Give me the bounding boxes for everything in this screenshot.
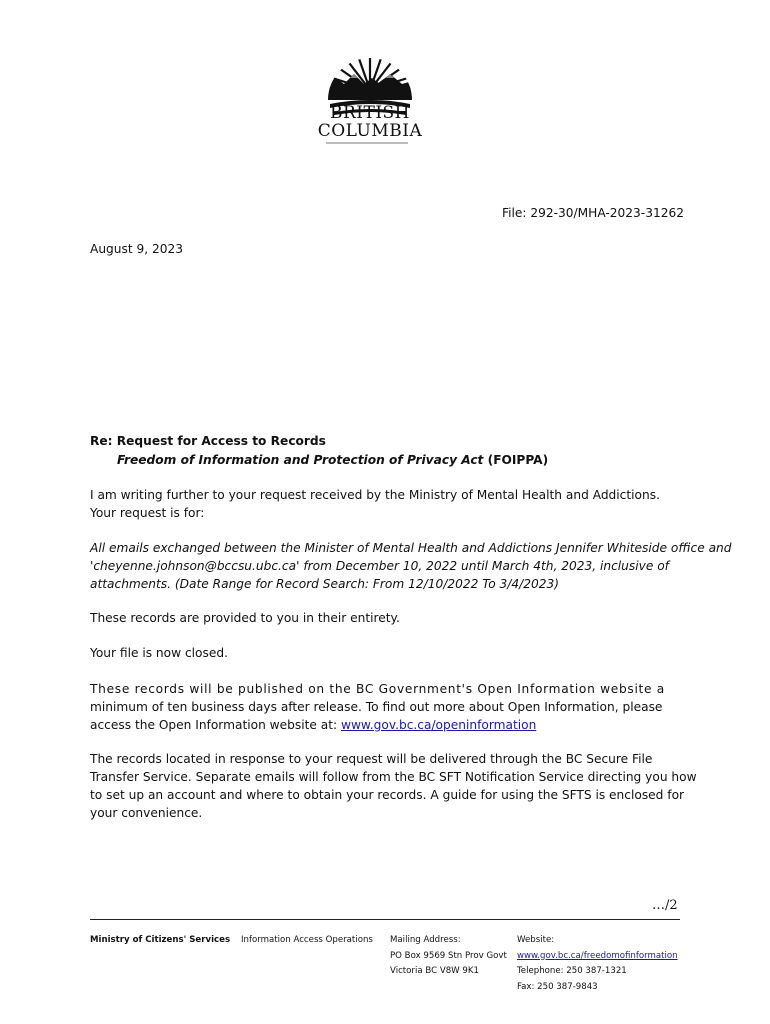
footer-mailing-address <box>390 933 507 980</box>
footer-ministry: Ministry of Citizens' Services <box>90 935 231 945</box>
website-label: Website: <box>517 935 555 945</box>
mailing-line: PO Box 9569 Stn Prov Govt <box>390 950 507 961</box>
logo-underline <box>326 142 408 144</box>
mailing-label: Mailing Address: <box>390 935 461 945</box>
text-line: All emails exchanged between the Minister of Mental Health and Addictions Jennifer Whiteside office and <box>90 541 732 555</box>
paragraph-file-closed: Your file is now closed. <box>90 646 228 660</box>
mailing-line: Victoria BC V8W 9K1 <box>390 966 479 976</box>
page-number: …/2 <box>652 898 678 913</box>
subject-line: Re: Request for Access to Records <box>90 434 326 448</box>
act-acronym: (FOIPPA) <box>483 453 549 467</box>
act-title-italic: Freedom of Information and Protection of Privacy Act <box>117 453 484 467</box>
text-line: your convenience. <box>90 806 203 820</box>
text-line: I am writing further to your request received by the Ministry of Mental Health and Addictions. <box>90 488 660 502</box>
text-line: to set up an account and where to obtain your records. A guide for using the SFTS is enclosed for <box>90 788 685 802</box>
paragraph-request-intro <box>90 486 660 522</box>
text-line: Your request is for: <box>90 506 205 520</box>
paragraph-request-details <box>90 539 732 593</box>
logo-text-columbia: COLUMBIA <box>317 121 423 141</box>
foi-website-link[interactable]: www.gov.bc.ca/freedomofinformation <box>517 950 678 961</box>
paragraph-open-information <box>90 680 665 734</box>
logo-text-british: BRITISH <box>329 103 411 123</box>
footer-website <box>517 933 678 995</box>
text-line: minimum of ten business days after release. To find out more about Open Information, please <box>90 700 663 714</box>
text-line: The records located in response to your request will be delivered through the BC Secure File <box>90 752 653 766</box>
letter-date: August 9, 2023 <box>90 242 184 256</box>
footer-divider <box>90 919 680 920</box>
open-information-link[interactable]: www.gov.bc.ca/openinformation <box>340 718 537 732</box>
text-line: attachments. (Date Range for Record Search: From 12/10/2022 To 3/4/2023) <box>90 577 560 591</box>
file-number: File: 292-30/MHA-2023-31262 <box>502 206 684 220</box>
text-line: 'cheyenne.johnson@bccsu.ubc.ca' from December 10, 2022 until March 4th, 2023, inclusive of <box>90 559 669 573</box>
text-fragment: access the Open Information website at: <box>90 718 341 732</box>
act-title <box>117 451 548 469</box>
telephone: Telephone: 250 387-1321 <box>517 966 627 976</box>
text-line: These records will be published on the BC Government's Open Information website a <box>90 682 665 696</box>
fax: Fax: 250 387-9843 <box>517 981 598 992</box>
text-line: Transfer Service. Separate emails will follow from the BC SFT Notification Service directing you how <box>90 770 697 784</box>
text-line <box>90 716 665 734</box>
paragraph-records-provided: These records are provided to you in their entirety. <box>90 611 400 625</box>
footer-office: Information Access Operations <box>241 935 373 945</box>
paragraph-sfts <box>90 750 697 822</box>
